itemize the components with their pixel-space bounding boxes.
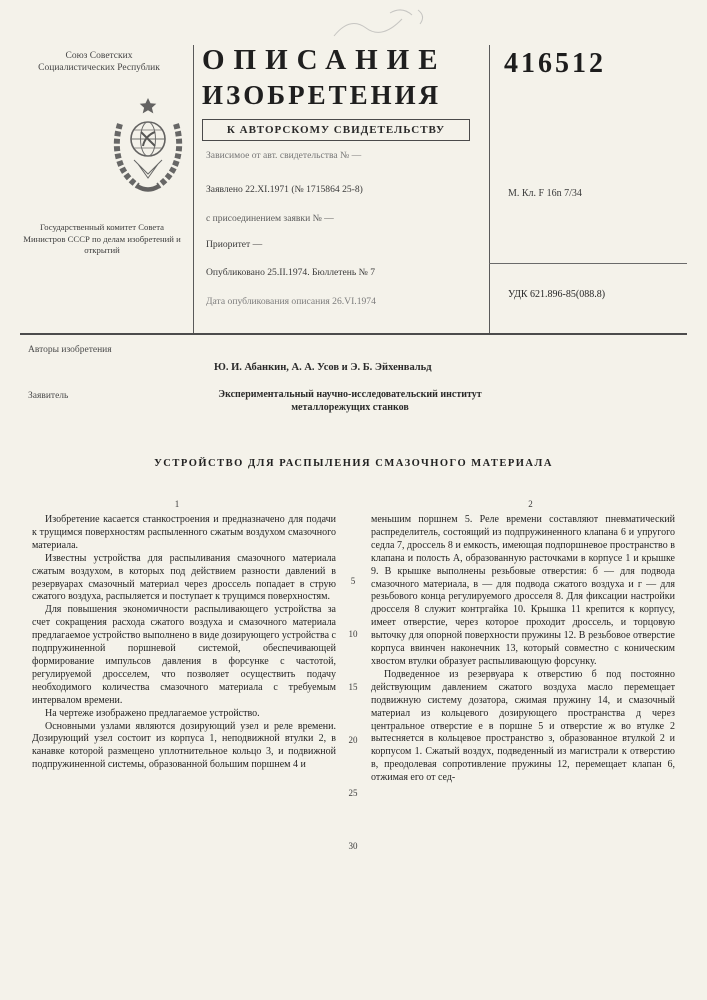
authors-label: Авторы изобретения (28, 345, 112, 355)
classification-code: М. Кл. F 16n 7/34 (508, 188, 582, 199)
field-published: Опубликовано 25.II.1974. Бюллетень № 7 (206, 267, 376, 278)
paragraph: Известны устройства для распыливания смазочного материала сжатым воздухом, в которых под действием разности давлений в резервуарах смазочный материал через дроссель попадает в струю сжатого воздуха, распыляется и поступает к трущимся поверхностям. (32, 552, 336, 603)
line-number-10: 10 (348, 629, 358, 639)
line-number-15: 15 (348, 682, 358, 692)
committee-name: Государственный комитет Совета Министров СССР по делам изобретений и открытий (23, 222, 181, 255)
pencil-marks (328, 4, 458, 48)
field-priority: Приоритет — (206, 239, 263, 250)
paragraph: На чертеже изображено предлагаемое устройство. (45, 707, 260, 719)
ussr-emblem-icon (108, 96, 188, 205)
line-number-20: 20 (348, 735, 358, 745)
line-number-30: 30 (348, 841, 358, 851)
header-rule (20, 333, 687, 335)
certificate-subtitle: К АВТОРСКОМУ СВИДЕТЕЛЬСТВУ (202, 119, 470, 141)
paragraph: меньшим поршнем 5. Реле времени составляют пневматический распределитель, состоящий из подпружиненного клапана 6 и упругого седла 7, дроссель 8 и емкость, имеющая подпоршневое пространство в клапана и полость А, образованную расточками в корпусе 1 и крышке 9. В крышке выполнены резьбовые отверстия: б — для подвода смазочного материала, в — для подвода сжатого воздуха и г — для резьбового конца регулируемого дросселя 8. Для фиксации настройки дросселя 8 служит контргайка 10. Крышка 11 крепится к корпусу, имеет отверстие, через которое проходит дроссель, и торцовую выточку для опорной поверхности пружины 12. В резьбовое отверстие корпуса ввинчен наконечник 13, который совместно с коническим хвостом втулки образует распыливающую форсунку. (371, 514, 675, 667)
field-publication-date: Дата опубликования описания 26.VI.1974 (206, 296, 376, 307)
applicant-label: Заявитель (28, 391, 69, 401)
field-dependent-certificate: Зависимое от авт. свидетельства № — (206, 150, 362, 161)
field-application-date: Заявлено 22.XI.1971 (№ 1715864 25-8) (206, 184, 363, 195)
body-column-right (371, 514, 675, 785)
paragraph: Основными узлами являются дозирующий узел и реле времени. Дозирующий узел состоит из корпуса 1, неподвижной втулки 2, в канавке которой размещено уплотнительное кольцо 3, и подвижной подпружиненной системы, образованной большим поршнем 4 и (32, 720, 336, 771)
document-type-title-line2: ИЗОБРЕТЕНИЯ (202, 80, 442, 110)
patent-number: 416512 (504, 48, 606, 79)
column-number-2: 2 (528, 499, 533, 509)
right-column-rule (489, 263, 687, 264)
paragraph: Подведенное из резервуара к отверстию б под постоянно действующим давлением сжатого воздуха масло перемещает подвижную систему дозатора, сжимая пружину 14, и смазочный материал из кольцевого дозирующего пространства д через центральное отверстие е в поршне 5 и отверстие ж во втулке 2 вытесняется в кольцевое пространство з, образованное втулкой 2 и корпусом 1. Сжатый воздух, подведенный из магистрали к отверстию в, преодолевая сопротивление пружины 12, перемещает клапан 6, отжимая его от сед- (371, 668, 675, 784)
authors-names: Ю. И. Абанкин, А. А. Усов и Э. Б. Эйхенвальд (214, 362, 432, 373)
line-number-25: 25 (348, 788, 358, 798)
paragraph: Для повышения экономичности распыливающего устройства за счет сокращения расхода сжатого воздуха и смазочного материала предлагаемое устройство выполнено в виде дозирующего устройства с подпружиненной поршневой системой, обеспечивающей формирование импульсов давления в форсунке с частотой, регулируемой дросселем, что позволяет осуществить подачу необходимого количества смазочного материала с требуемым интервалом времени. (32, 604, 336, 706)
country-name: Союз Советских Социалистических Республик (38, 51, 160, 73)
header-divider-left (193, 45, 194, 334)
field-joined-application: с присоединением заявки № — (206, 213, 334, 224)
udk-code: УДК 621.896-85(088.8) (508, 289, 606, 300)
column-number-1: 1 (174, 499, 180, 509)
line-number-5: 5 (350, 576, 356, 586)
invention-title: УСТРОЙСТВО ДЛЯ РАСПЫЛЕНИЯ СМАЗОЧНОГО МАТЕРИАЛА (154, 458, 553, 469)
header-divider-right (489, 45, 490, 334)
applicant-name: Экспериментальный научно-исследовательский институт металлорежущих станков (218, 389, 482, 413)
body-column-left (32, 514, 336, 785)
paragraph: Изобретение касается станкостроения и предназначено для подачи к трущимся поверхностям распыленного сжатым воздухом смазочного материала. (32, 514, 336, 551)
document-type-title-line1: ОПИСАНИЕ (202, 44, 447, 76)
